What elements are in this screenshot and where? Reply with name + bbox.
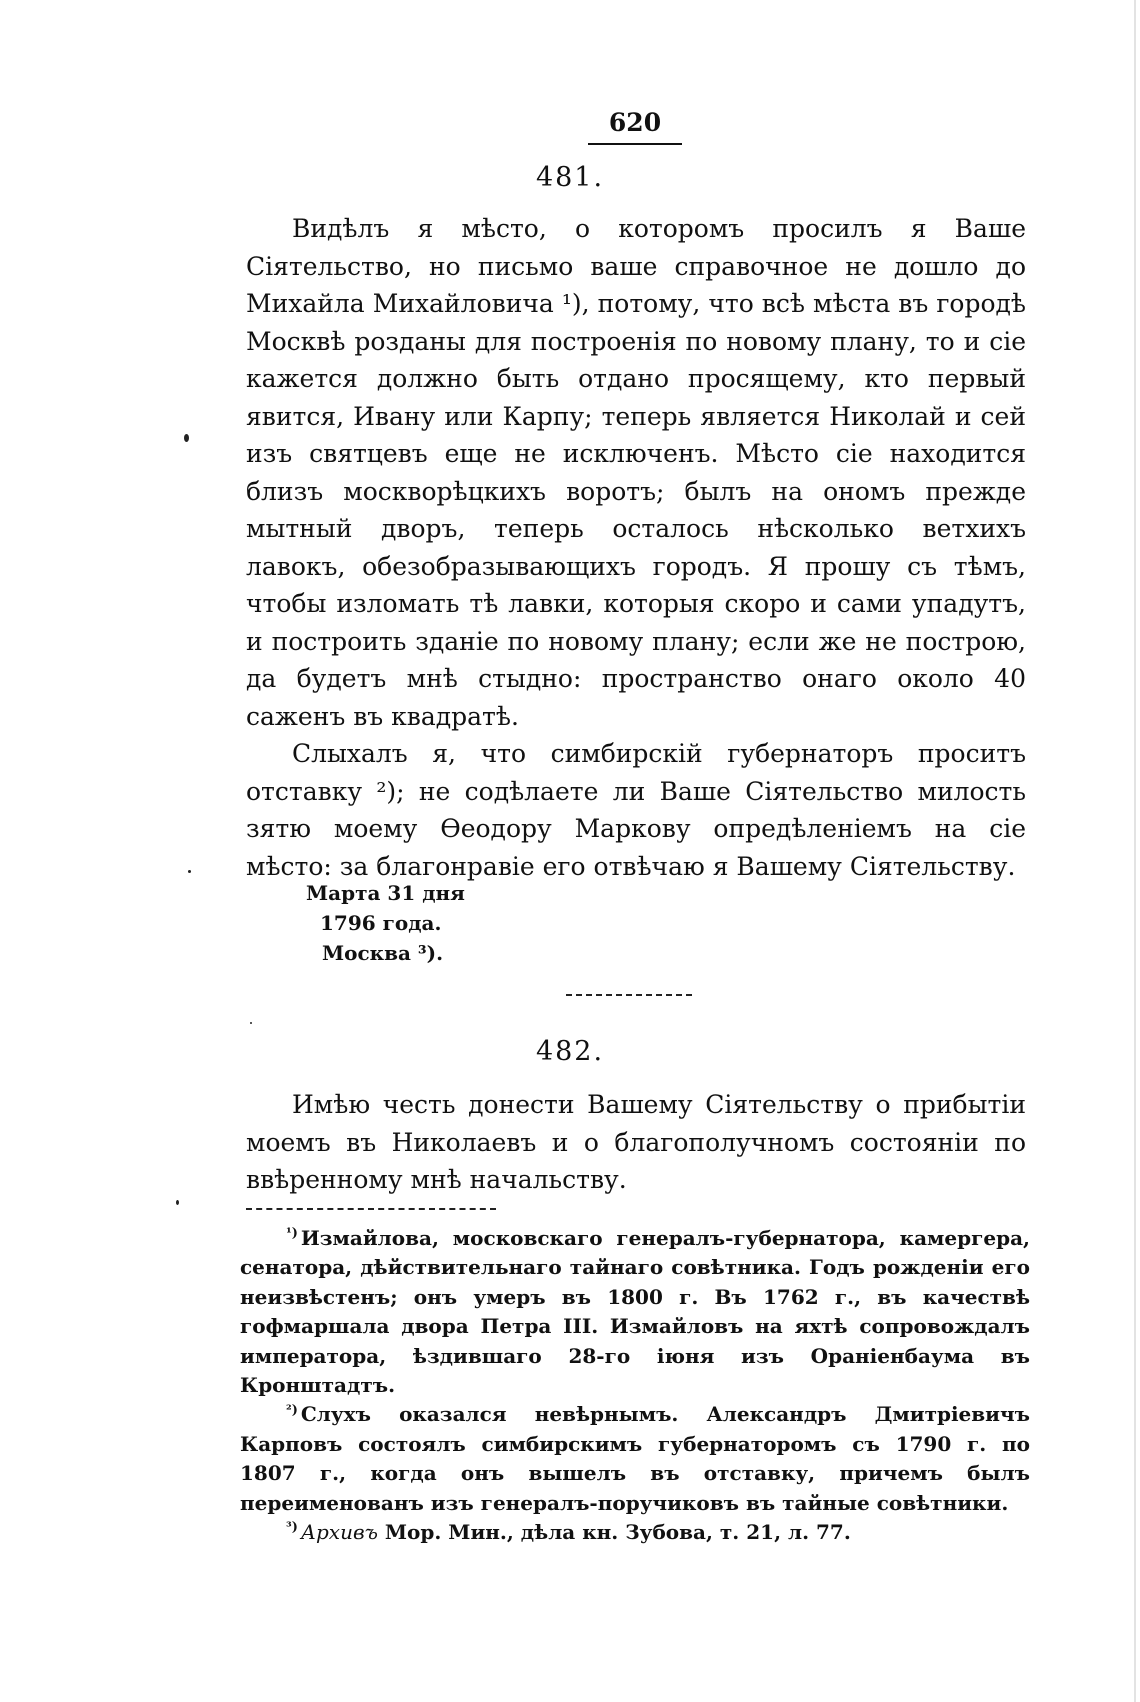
footnote-text: Измайлова, московскаго генералъ-губернатора, камергера, сенатора, дѣйствительнаго тайнаго совѣтника. Годъ рожденіи его неизвѣстенъ; онъ умеръ въ 1800 г. Въ 1762 г., въ качествѣ гофмаршала двора Петра III. Измайловъ на яхтѣ сопровождалъ императора, ѣздившаго 28-го іюня изъ Ораніенбаума въ Кронштадтъ. xyxy=(240,1226,1030,1398)
scan-speck xyxy=(184,434,189,442)
document-body xyxy=(246,210,1026,885)
signature-block xyxy=(306,878,465,968)
footnote xyxy=(240,1224,1030,1400)
signature-date: Марта 31 дня xyxy=(306,881,465,905)
scan-speck xyxy=(188,870,191,873)
footnote-mark: ¹) xyxy=(286,1226,298,1242)
page-number-underline xyxy=(588,143,682,145)
paragraph: Видѣлъ я мѣсто, о которомъ просилъ я Ваше Сіятельство, но письмо ваше справочное не дошло до Михайла Михайловича ¹), потому, что всѣ мѣста въ городѣ Москвѣ розданы для построенія по новому плану, то и сіе кажется должно быть отдано просящему, кто первый явится, Ивану или Карпу; теперь является Николай и сей изъ святцевъ еще не исключенъ. Мѣсто сіе находится близъ москворѣцкихъ воротъ; былъ на ономъ прежде мытный дворъ, теперь осталось нѣсколько ветхихъ лавокъ, обезобразывающихъ городъ. Я прошу съ тѣмъ, чтобы изломать тѣ лавки, которыя скоро и сами упадутъ, и построить зданіе по новому плану; если же не построю, да будетъ мнѣ стыдно: пространство онаго около 40 саженъ въ квадратѣ. xyxy=(246,214,1026,731)
scan-speck xyxy=(250,1022,252,1024)
signature-place: Москва ³). xyxy=(322,941,444,965)
paragraph: Слыхалъ я, что симбирскій губернаторъ проситъ отставку ²); не содѣлаете ли Ваше Сіятельство милость зятю моему Ѳеодору Маркову опредѣленіемъ на сіе мѣсто: за благонравіе его отвѣчаю я Вашему Сіятельству. xyxy=(246,739,1026,881)
footnote-rule xyxy=(246,1208,496,1210)
footnote xyxy=(240,1518,1030,1547)
scan-speck xyxy=(176,1200,179,1205)
footnote-mark: ²) xyxy=(286,1402,298,1418)
section-separator xyxy=(566,994,692,996)
footnote xyxy=(240,1400,1030,1518)
page-number: 620 xyxy=(608,108,662,137)
footnote-source: Архивъ xyxy=(300,1520,378,1545)
page-edge-rule xyxy=(1134,0,1136,1702)
document-body xyxy=(246,1086,1026,1199)
footnote-text: Слухъ оказался невѣрнымъ. Александръ Дмитріевичъ Карповъ состоялъ симбирскимъ губернаторомъ съ 1790 г. по 1807 г., когда онъ вышелъ въ отставку, причемъ былъ переименованъ изъ генералъ-поручиковъ въ тайные совѣтники. xyxy=(240,1402,1030,1515)
footnotes xyxy=(240,1224,1030,1547)
signature-year: 1796 года. xyxy=(320,911,442,935)
document-number: 482. xyxy=(535,1036,605,1067)
footnote-text: Мор. Мин., дѣла кн. Зубова, т. 21, л. 77. xyxy=(377,1520,851,1545)
document-number: 481. xyxy=(535,162,605,193)
paragraph: Имѣю честь донести Вашему Сіятельству о прибытіи моемъ въ Николаевъ и о благополучномъ состояніи по ввѣренному мнѣ начальству. xyxy=(246,1090,1026,1194)
footnote-mark: ³) xyxy=(286,1520,298,1536)
